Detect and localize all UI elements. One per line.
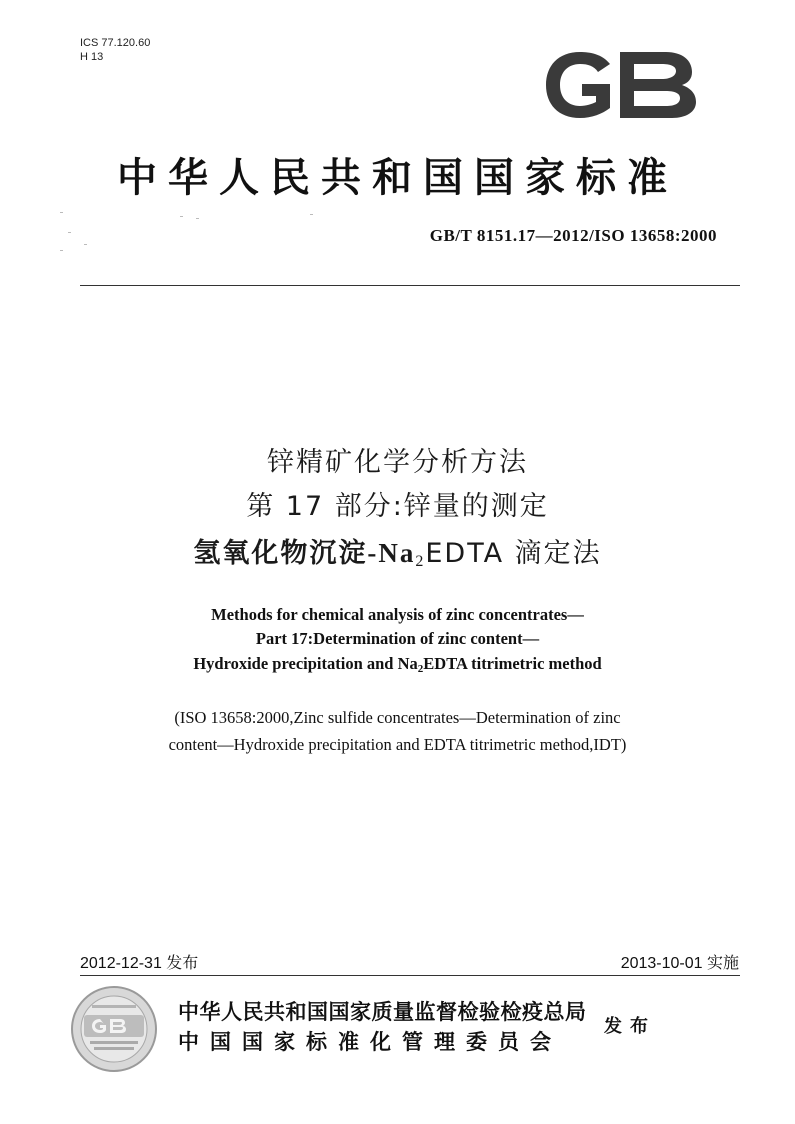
iso-reference-line1: (ISO 13658:2000,Zinc sulfide concentrates—Determination of zinc bbox=[174, 708, 621, 727]
publish-label: 发布 bbox=[604, 1016, 656, 1037]
cn-title-line1: 锌精矿化学分析方法 bbox=[267, 447, 528, 478]
gb-logo-icon bbox=[540, 46, 700, 124]
en-title-line3-subscript: 2 bbox=[417, 663, 424, 675]
en-title-line3 bbox=[0, 654, 795, 675]
en-title-line3-prefix: Hydroxide precipitation and Na bbox=[193, 654, 418, 673]
en-title-line3-suffix: EDTA titrimetric method bbox=[423, 654, 602, 673]
iso-reference-line2: content—Hydroxide precipitation and EDTA titrimetric method,IDT) bbox=[168, 735, 627, 754]
issue-date: 2012-12-31 发布 bbox=[80, 955, 199, 972]
issuer-sac: 中国国家标准化管理委员会 bbox=[178, 1030, 562, 1054]
cn-title-line2: 第 17 部分:锌量的测定 bbox=[246, 491, 549, 522]
en-title-line1: Methods for chemical analysis of zinc concentrates— bbox=[211, 605, 584, 624]
classification-codes bbox=[80, 36, 150, 64]
issuer-aqsiq: 中华人民共和国国家质量监督检验检疫总局 bbox=[178, 1000, 587, 1024]
anti-counterfeit-seal-icon bbox=[70, 985, 158, 1073]
top-divider bbox=[80, 285, 740, 286]
cn-title-line3-suffix: EDTA 滴定法 bbox=[425, 538, 602, 569]
cn-title-line3-subscript: 2 bbox=[415, 553, 426, 570]
implementation-date: 2013-10-01 实施 bbox=[620, 955, 739, 972]
en-title-line2: Part 17:Determination of zinc content— bbox=[255, 629, 540, 648]
ics-code: ICS 77.120.60 bbox=[80, 37, 151, 49]
cn-title-line3-prefix: 氢氧化物沉淀-Na bbox=[193, 538, 416, 568]
standard-number: GB/T 8151.17—2012/ISO 13658:2000 bbox=[429, 226, 717, 245]
bottom-divider bbox=[80, 975, 740, 976]
standard-type-title: 中华人民共和国国家标准 bbox=[117, 155, 678, 201]
cn-title-line3 bbox=[0, 531, 795, 571]
ccs-code: H 13 bbox=[80, 51, 104, 63]
